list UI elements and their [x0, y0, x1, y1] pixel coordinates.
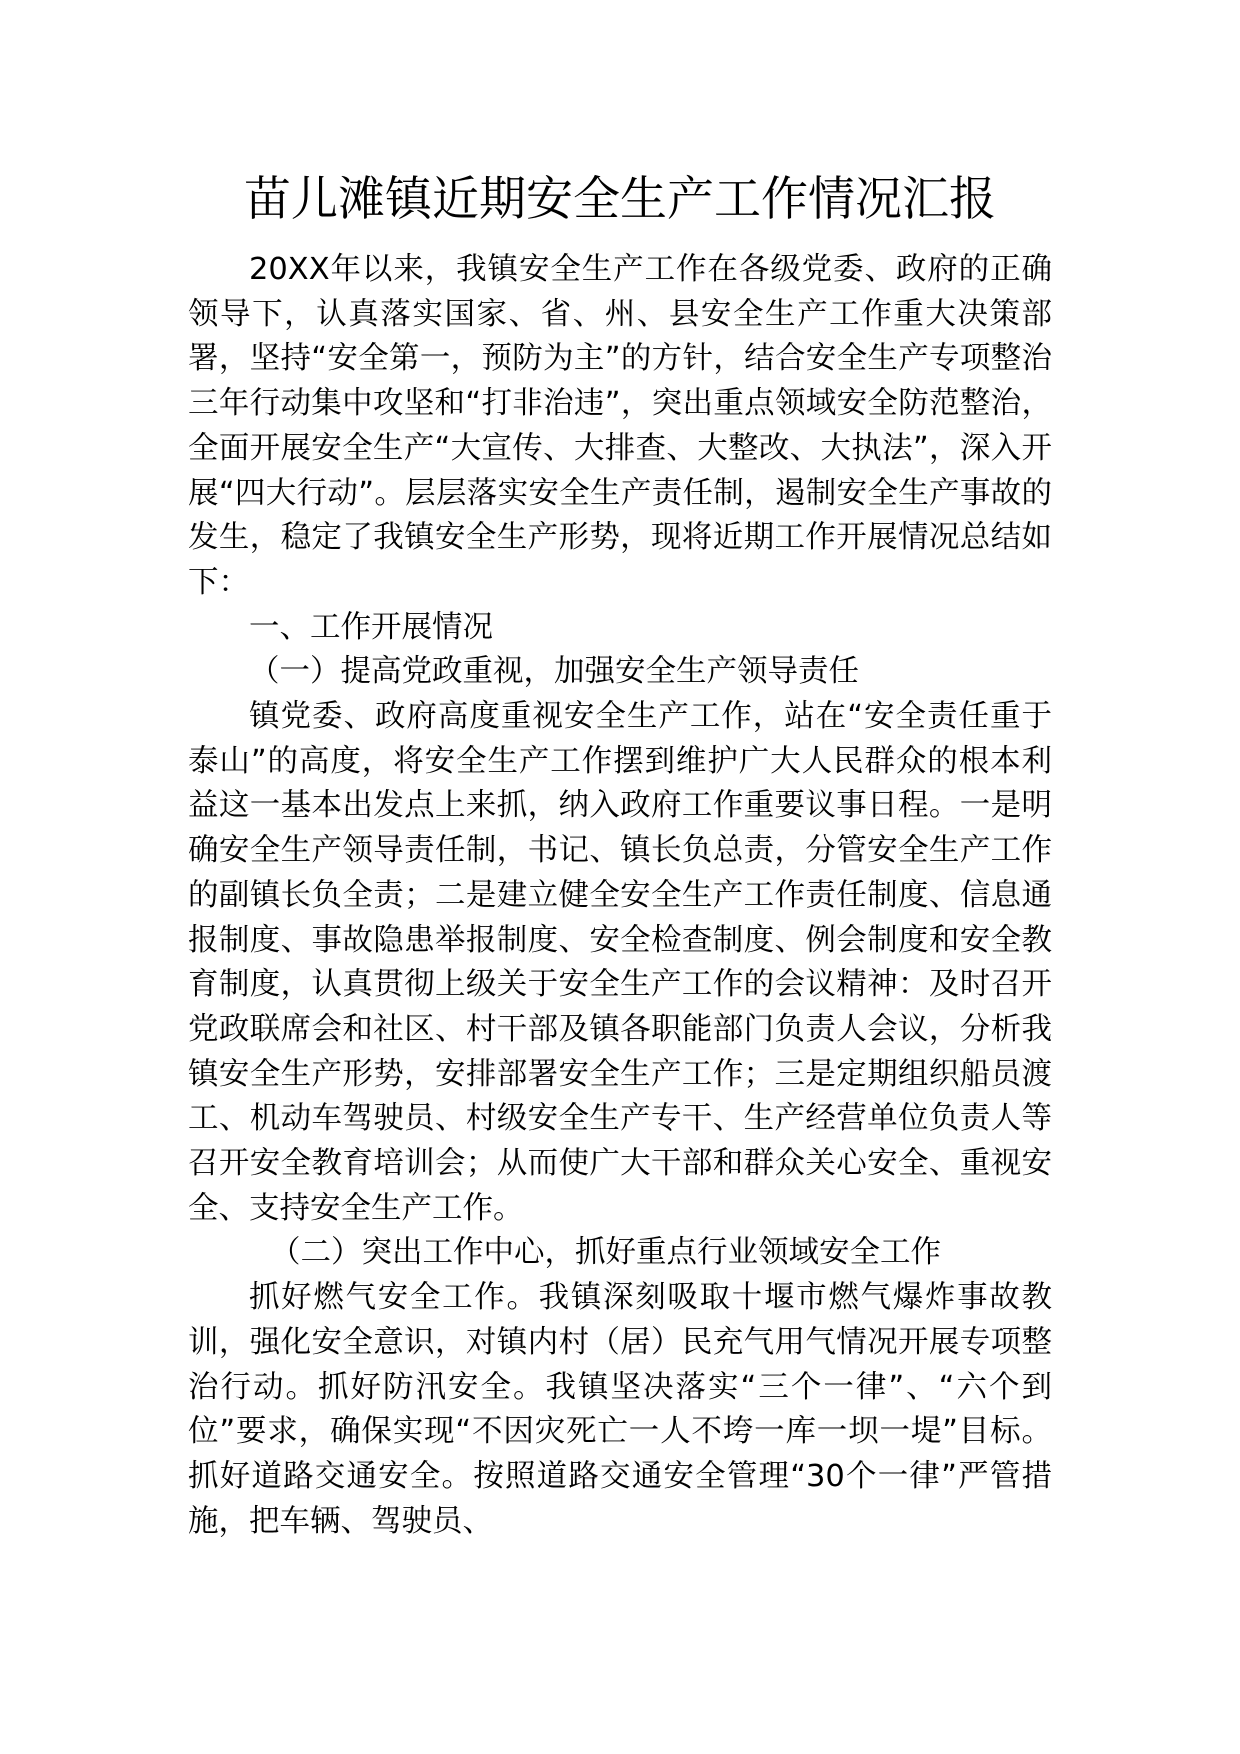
document-title: 苗儿滩镇近期安全生产工作情况汇报	[244, 172, 996, 227]
paragraph-leadership: 镇党委、政府高度重视安全生产工作，站在“安全责任重于泰山”的高度，将安全生产工作摆到维护广大人民群众的根本利益这一基本出发点上来抓，纳入政府工作重要议事日程。一是明确安全生产领导责任制，书记、镇长负总责，分管安全生产工作的副镇长负全责；二是建立健全安全生产工作责任制度、信息通报制度、事故隐患举报制度、安全检查制度、例会制度和安全教育制度，认真贯彻上级关于安全生产工作的会议精神：及时召开党政联席会和社区、村干部及镇各职能部门负责人会议，分析我镇安全生产形势，安排部署安全生产工作；三是定期组织船员渡工、机动车驾驶员、村级安全生产专干、生产经营单位负责人等召开安全教育培训会；从而使广大干部和群众关心安全、重视安全、支持安全生产工作。	[188, 699, 1052, 1226]
paragraph-intro: 20XX年以来，我镇安全生产工作在各级党委、政府的正确领导下，认真落实国家、省、州、县安全生产工作重大决策部署，坚持“安全第一，预防为主”的方针，结合安全生产专项整治三年行动集中攻坚和“打非治违”，突出重点领域安全防范整治，全面开展安全生产“大宣传、大排查、大整改、大执法”，深入开展“四大行动”。层层落实安全生产责任制，遏制安全生产事故的发生，稳定了我镇安全生产形势，现将近期工作开展情况总结如下：	[188, 252, 1052, 600]
document-body	[188, 248, 1052, 1544]
section-heading-1: 一、工作开展情况	[249, 609, 493, 645]
subsection-heading-1: （一）提高党政重视，加强安全生产领导责任	[249, 654, 859, 690]
paragraph-key-industries: 抓好燃气安全工作。我镇深刻吸取十堰市燃气爆炸事故教训，强化安全意识，对镇内村（居）民充气用气情况开展专项整治行动。抓好防汛安全。我镇坚决落实“三个一律”、“六个到位”要求，确保实现“不因灾死亡一人不垮一库一坝一堤”目标。抓好道路交通安全。按照道路交通安全管理“30个一律”严管措施，把车辆、驾驶员、	[188, 1280, 1052, 1539]
subsection-heading-2: （二）突出工作中心，抓好重点行业领域安全工作	[270, 1235, 941, 1271]
